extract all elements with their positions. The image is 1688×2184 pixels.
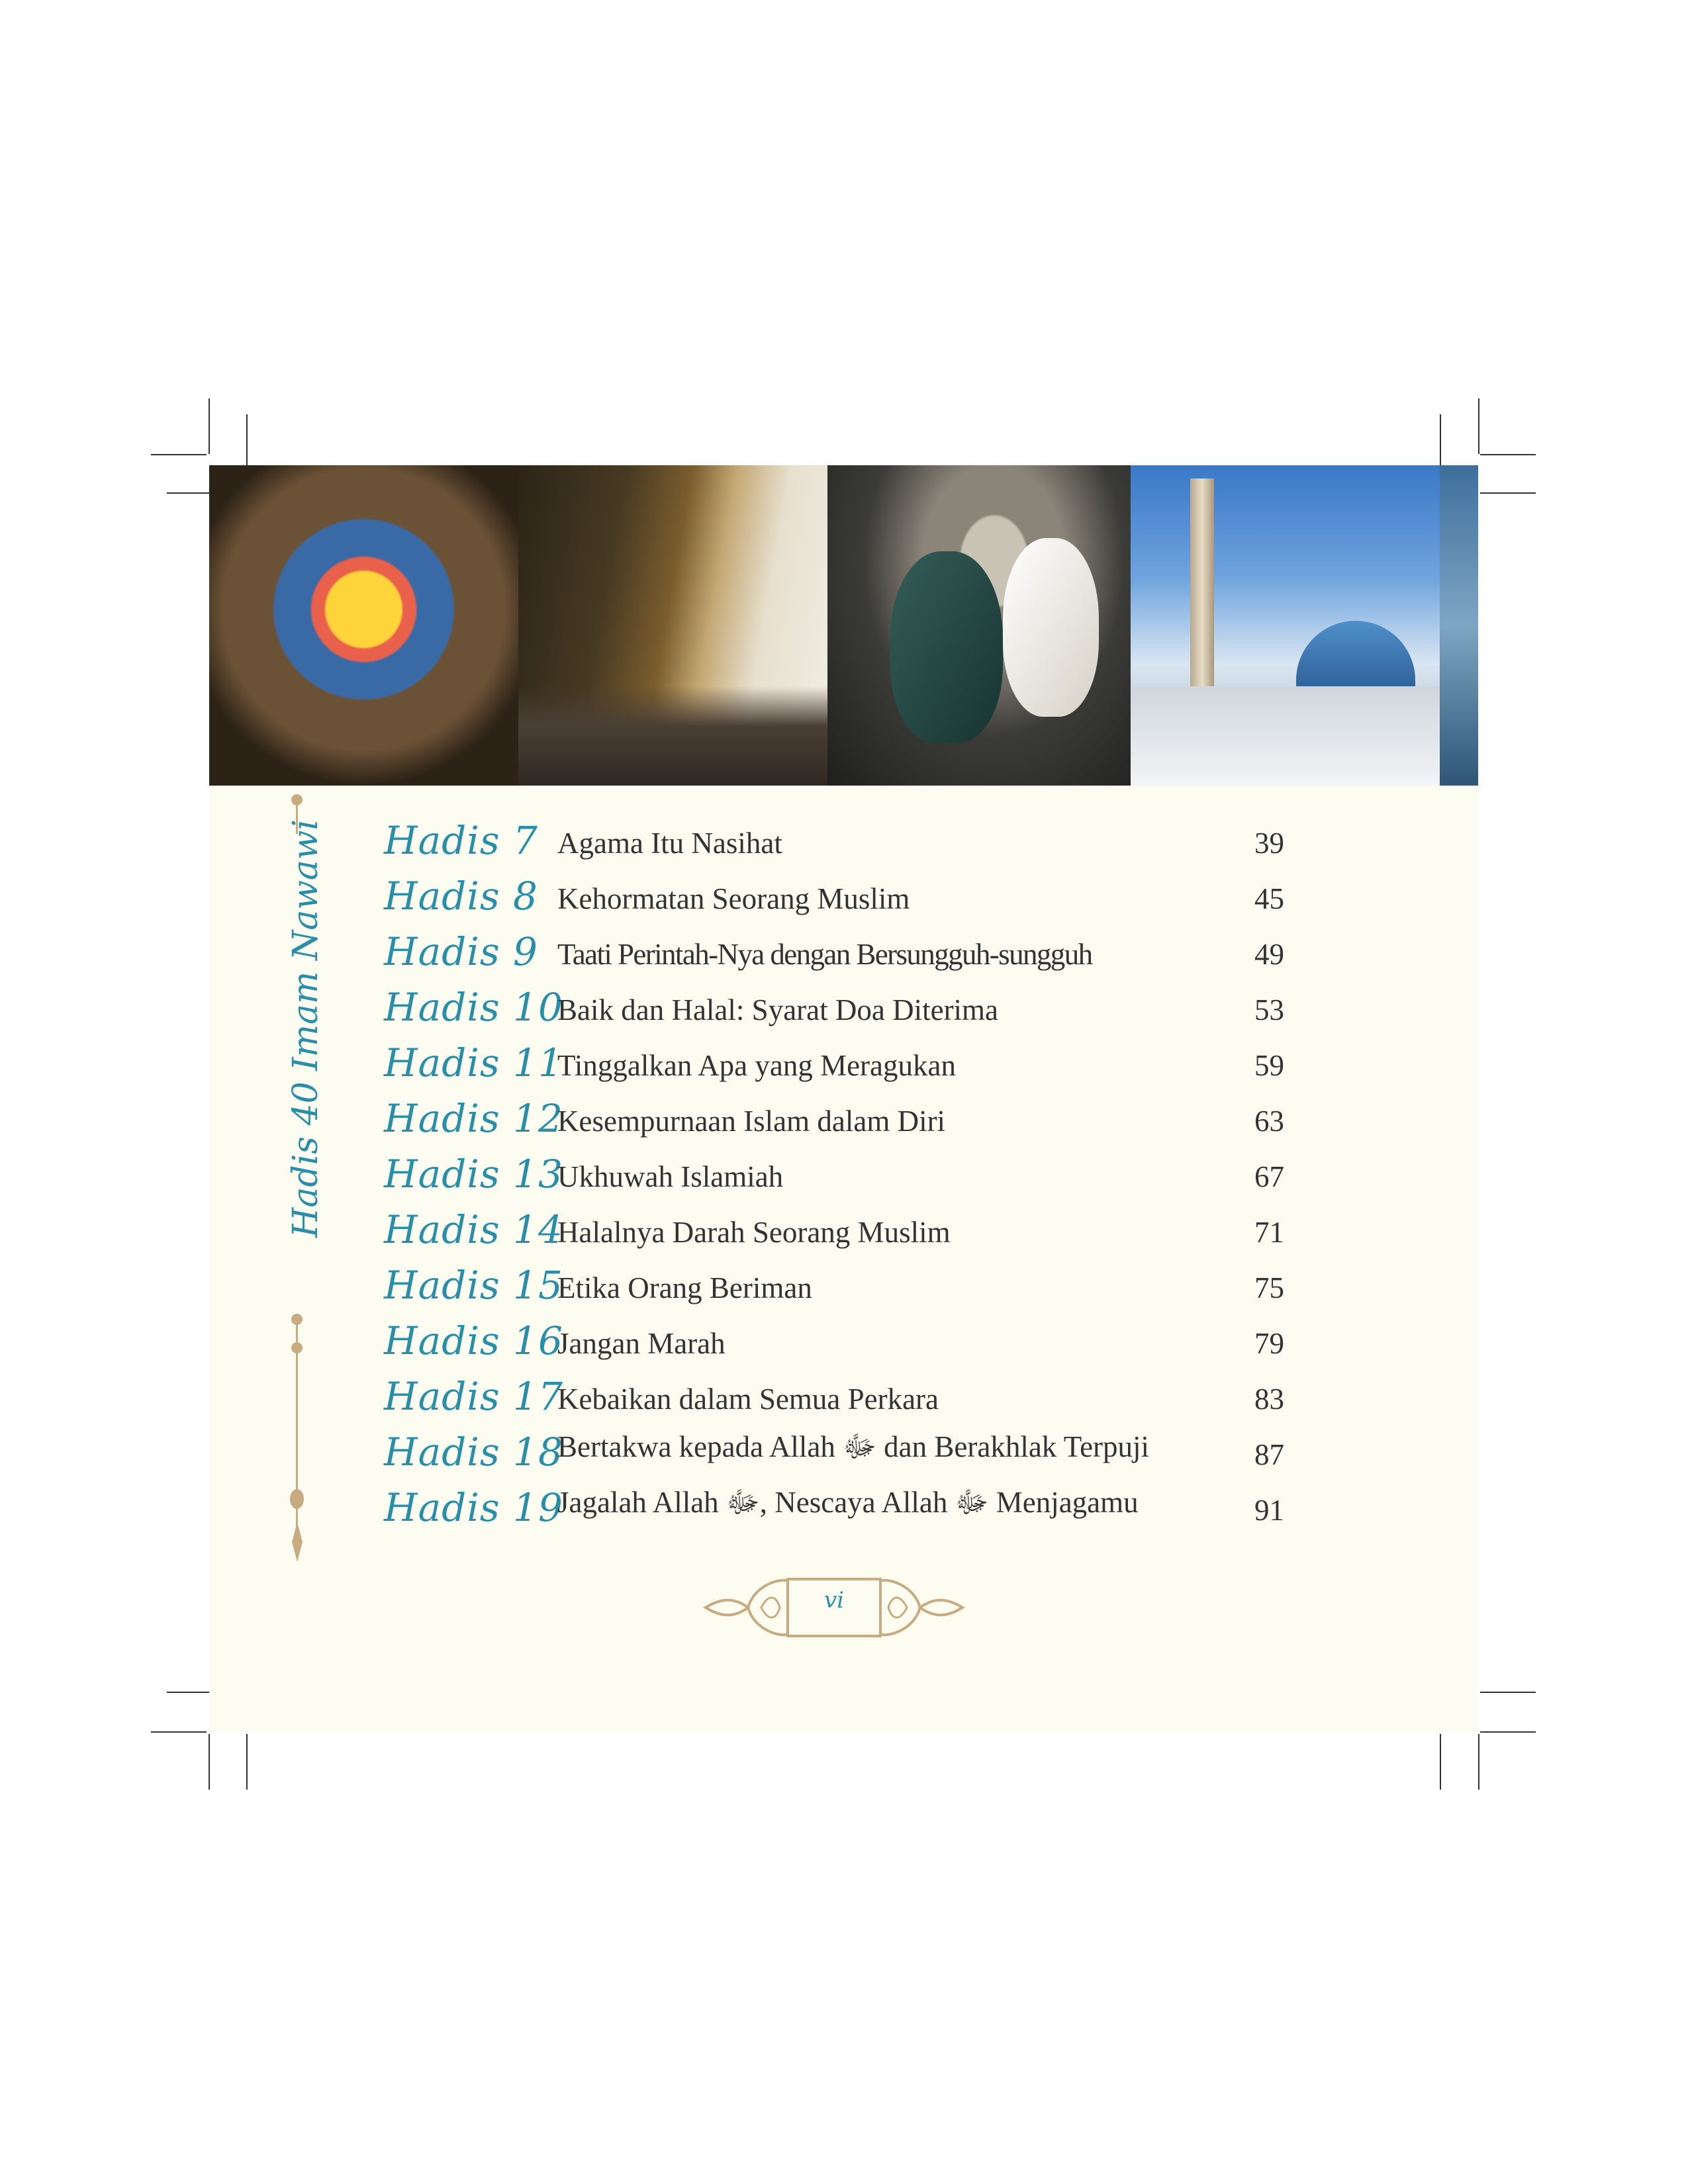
toc-entry-label: Hadis 9 <box>384 929 538 974</box>
crop-mark <box>1480 492 1536 494</box>
toc-entry-page: 71 <box>1254 1216 1284 1249</box>
page-number: vi <box>823 1587 845 1614</box>
toc-entry-label: Hadis 11 <box>384 1040 563 1085</box>
toc-entry-label: Hadis 16 <box>384 1318 563 1363</box>
crop-mark <box>1480 1731 1536 1733</box>
toc-entry-page: 91 <box>1254 1494 1284 1527</box>
toc-entry-page: 67 <box>1254 1160 1284 1193</box>
toc-entry-title: Jagalah Allah ﷻ, Nescaya Allah ﷻ Menjagamu <box>557 1486 1139 1519</box>
crop-mark <box>209 398 210 454</box>
crop-mark <box>1480 1692 1536 1693</box>
crop-mark <box>209 1734 210 1790</box>
toc-entry-page: 59 <box>1254 1049 1284 1082</box>
crop-mark <box>151 454 207 455</box>
toc-entry-title: Kebaikan dalam Semua Perkara <box>557 1383 939 1416</box>
toc-entry-page: 53 <box>1254 993 1284 1026</box>
toc-entry-title: Halalnya Darah Seorang Muslim <box>557 1216 951 1249</box>
crop-mark <box>1440 414 1441 470</box>
toc-entry-title: Taati Perintah-Nya dengan Bersungguh-sungguh <box>557 938 1092 971</box>
toc-entry-page: 45 <box>1254 882 1284 915</box>
ornament-knob <box>290 1489 304 1509</box>
toc-entry-label: Hadis 12 <box>384 1096 563 1141</box>
toc-entry-title: Ukhuwah Islamiah <box>557 1160 784 1193</box>
kaaba-pilgrims-photo <box>518 465 827 786</box>
toc-entry-title: Jangan Marah <box>557 1327 726 1360</box>
book-page <box>209 465 1478 1731</box>
crop-mark <box>1480 454 1536 455</box>
toc-entry-page: 49 <box>1254 938 1284 971</box>
ornament-knob <box>291 1342 303 1353</box>
toc-entry-page: 83 <box>1254 1383 1284 1416</box>
toc-entry-label: Hadis 18 <box>384 1430 563 1475</box>
toc-entry-page: 39 <box>1254 827 1284 860</box>
running-title: Hadis 40 Imam Nawawi <box>286 819 326 1238</box>
photo-edge <box>1440 465 1478 786</box>
photo-strip <box>209 465 1478 786</box>
toc-entry-page: 87 <box>1254 1438 1284 1471</box>
crop-mark <box>246 1734 248 1790</box>
toc-entry-title: Kehormatan Seorang Muslim <box>557 882 910 915</box>
toc-entry-title: Bertakwa kepada Allah ﷻ dan Berakhlak Terpuji <box>557 1430 1150 1463</box>
toc-entry-title: Etika Orang Beriman <box>557 1271 812 1304</box>
toc-entry-page: 75 <box>1254 1271 1284 1304</box>
toc-entry-label: Hadis 14 <box>384 1207 563 1252</box>
bird-chick-photo <box>209 465 518 786</box>
toc-entry-page: 79 <box>1254 1327 1284 1360</box>
toc-entry-title: Agama Itu Nasihat <box>557 827 782 860</box>
toc-entry-label: Hadis 13 <box>384 1152 563 1197</box>
crop-mark <box>151 1731 207 1733</box>
ornament-finial <box>287 1522 308 1562</box>
mosque-photo <box>1131 465 1440 786</box>
toc-entry-page: 63 <box>1254 1105 1284 1138</box>
toc-entry-label: Hadis 8 <box>384 874 538 919</box>
crop-mark <box>246 414 248 470</box>
toc-entry-label: Hadis 17 <box>384 1374 563 1419</box>
crop-mark <box>1478 1734 1479 1790</box>
toc-entry-title: Tinggalkan Apa yang Meragukan <box>557 1049 956 1082</box>
toc-entry-label: Hadis 10 <box>384 985 563 1030</box>
toc-entry-label: Hadis 15 <box>384 1263 563 1308</box>
toc-entry-label: Hadis 7 <box>384 818 538 863</box>
toc-entry-title: Kesempurnaan Islam dalam Diri <box>557 1105 946 1138</box>
toc-entry-title: Baik dan Halal: Syarat Doa Diterima <box>557 993 999 1026</box>
crop-mark <box>1440 1734 1441 1790</box>
toc-entry-label: Hadis 19 <box>384 1485 563 1530</box>
masks-photo <box>827 465 1131 786</box>
crop-mark <box>1478 398 1479 454</box>
